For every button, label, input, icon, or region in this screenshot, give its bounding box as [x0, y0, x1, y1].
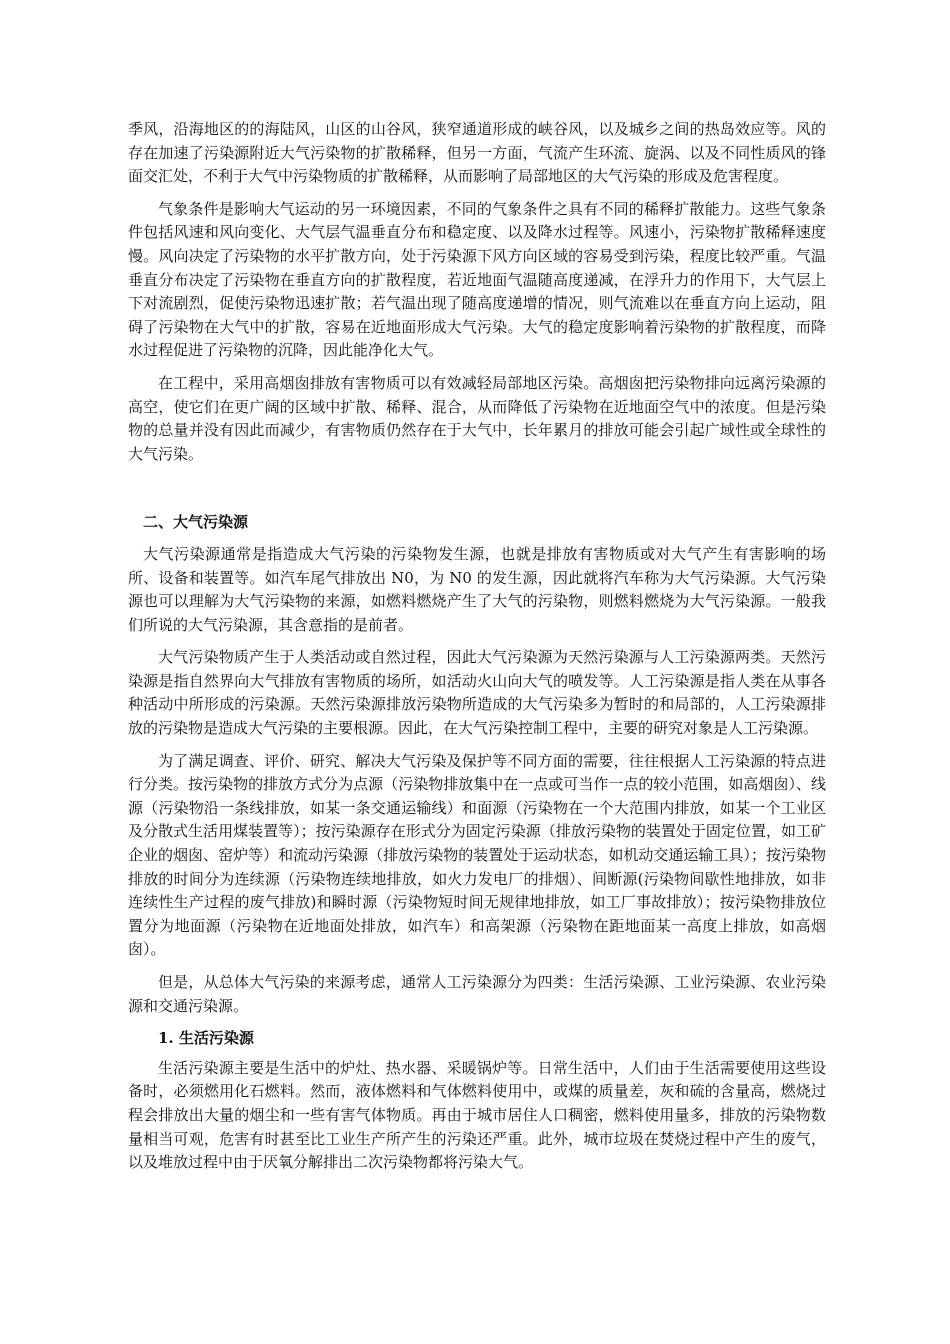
paragraph-domestic-source: 生活污染源主要是生活中的炉灶、热水器、采暖锅炉等。日常生活中，人们由于生活需要使用这些设备时，必须燃用化石燃料。然而，液体燃料和气体燃料使用中，或煤的质量差，灰和硫的含量高，燃烧过程会排放出大量的烟尘和一些有害气体物质。再由于城市居住人口稠密，燃料使用量多，排放的污染物数量相当可观，危害有时甚至比工业生产所产生的污染还严重。此外，城市垃圾在焚烧过程中产生的废气，以及堆放过程中由于厌氧分解排出二次污染物都将污染大气。 — [128, 1058, 826, 1172]
paragraph-classification: 为了满足调查、评价、研究、解决大气污染及保护等不同方面的需要，往往根据人工污染源的特点进行分类。按污染物的排放方式分为点源（污染物排放集中在一点或可当作一点的较小范围，如高烟囱）、线源（污染物沿一条线排放，如某一条交通运输线）和面源（污染物在一个大范围内排放，如某一个工业区及分散式生活用煤装置等）；按污染源存在形式分为固定污染源（排放污染物的装置处于固定位置，如工矿企业的烟囱、窑炉等）和流动污染源（排放污染物的装置处于运动状态，如机动交通运输工具）；按污染物排放的时间分为连续源（污染物连续地排放，如火力发电厂的排烟）、间断源(污染物间歇性地排放，如非连续性生产过程的废气排放)和瞬时源（污染物短时间无规律地排放，如工厂事故排放）；按污染物排放位置分为地面源（污染物在近地面处排放，如汽车）和高架源（污染物在距地面某一高度上排放，如高烟囱）。 — [128, 751, 826, 959]
paragraph-meteorology: 气象条件是影响大气运动的另一环境因素，不同的气象条件之具有不同的稀释扩散能力。这些气象条件包括风速和风向变化、大气层气温垂直分布和稳定度、以及降水过程等。风速小，污染物扩散稀释速度慢。风向决定了污染物的水平扩散方向，处于污染源下风方向区域的容易受到污染，程度比较严重。气温垂直分布决定了污染物在垂直方向的扩散程度，若近地面气温随高度递减，在浮升力的作用下，大气层上下对流剧烈，促使污染物迅速扩散；若气温出现了随高度递增的情况，则气流难以在垂直方向上运动，阻碍了污染物在大气中的扩散，容易在近地面形成大气污染。大气的稳定度影响着污染物的扩散程度，而降水过程促进了污染物的沉降，因此能净化大气。 — [128, 199, 826, 360]
paragraph-four-types: 但是，从总体大气污染的来源考虑，通常人工污染源分为四类：生活污染源、工业污染源、农业污染源和交通污染源。 — [128, 973, 826, 1015]
subsection-heading: 1. 生活污染源 — [158, 1029, 254, 1048]
document-page — [128, 118, 826, 1184]
paragraph-wind: 季风，沿海地区的的海陆风，山区的山谷风，狭窄通道形成的峡谷风，以及城乡之间的热岛效应等。风的存在加速了污染源附近大气污染物的扩散稀释，但另一方面，气流产生环流、旋涡、以及不同性质风的锋面交汇处，不利于大气中污染物质的扩散稀释，从而影响了局部地区的大气污染的形成及危害程度。 — [128, 120, 826, 186]
paragraph-natural-artificial: 大气污染物质产生于人类活动或自然过程，因此大气污染源为天然污染源与人工污染源两类。天然污染源是指自然界向大气排放有害物质的场所，如活动火山向大气的喷发等。人工污染源是指人类在从事各种活动中所形成的污染源。天然污染源排放污染物所造成的大气污染多为暂时的和局部的，人工污染源排放的污染物是造成大气污染的主要根源。因此，在大气污染控制工程中，主要的研究对象是人工污染源。 — [128, 648, 826, 738]
paragraph-chimney: 在工程中，采用高烟囱排放有害物质可以有效减轻局部地区污染。高烟囱把污染物排向远离污染源的高空，使它们在更广阔的区域中扩散、稀释、混合，从而降低了污染物在近地面空气中的浓度。但是污染物的总量并没有因此而减少，有害物质仍然存在于大气中，长年累月的排放可能会引起广域性或全球性的大气污染。 — [128, 373, 826, 463]
paragraph-pollution-source-definition: 大气污染源通常是指造成大气污染的污染物发生源，也就是排放有害物质或对大气产生有害影响的场所、设备和装置等。如汽车尾气排放出 N0，为 N0 的发生源，因此就将汽车称为大气污染源。大气污染源也可以理解为大气污染物的来源，如燃料燃烧产生了大气的污染物，则燃料燃烧为大气污染源。一般我们所说的大气污染源，其含意指的是前者。 — [128, 544, 826, 634]
section-heading: 二、大气污染源 — [143, 513, 249, 532]
section-gap — [128, 475, 826, 511]
